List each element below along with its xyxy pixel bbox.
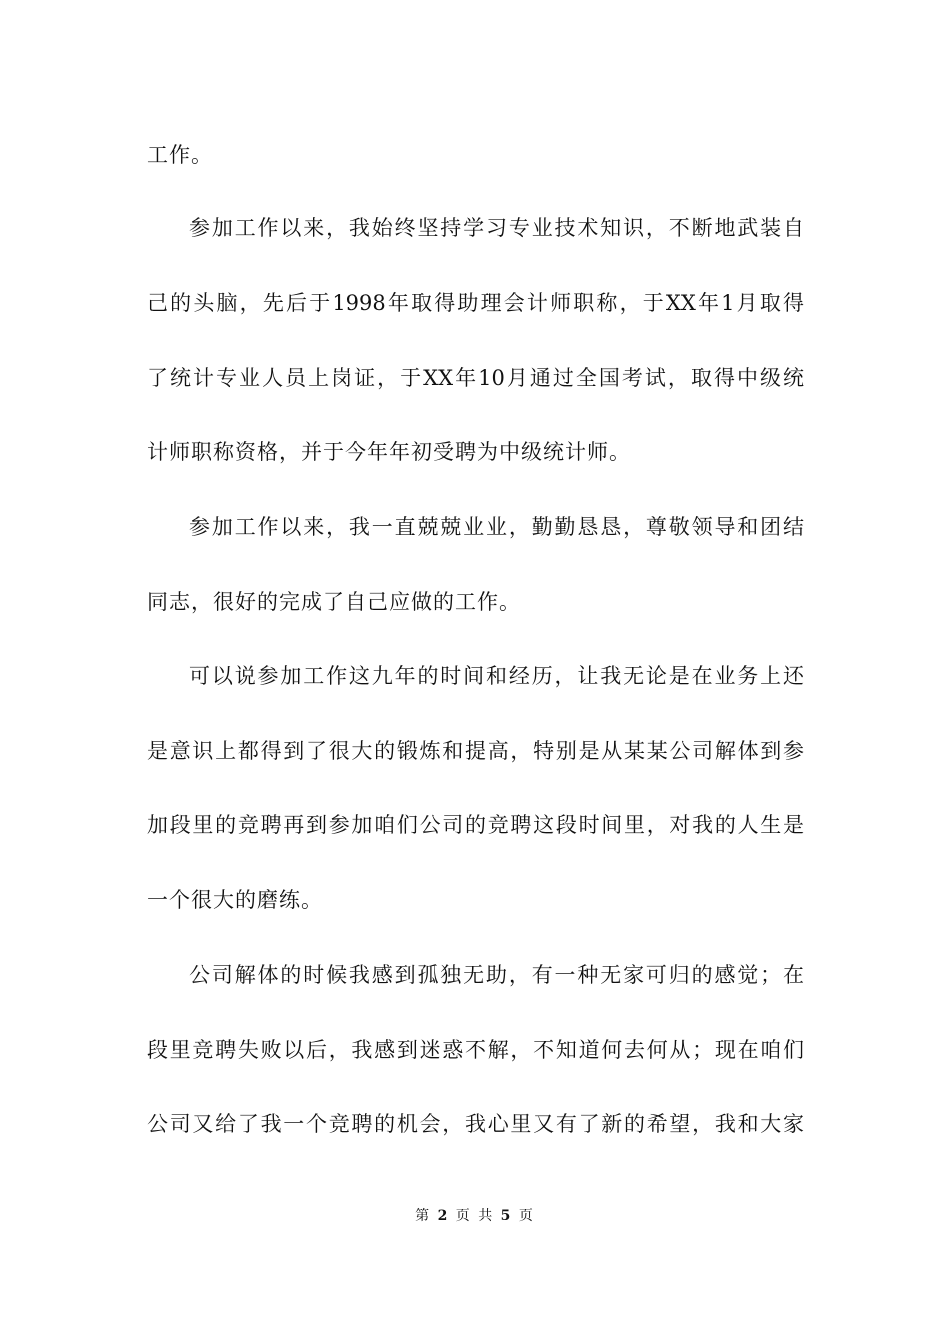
text-line: 同志，很好的完成了自己应做的工作。 (147, 590, 521, 614)
footer-suffix: 页 (518, 1208, 535, 1224)
text-line: 己的头脑，先后于1998年取得助理会计师职称，于XX年1月取得 (147, 291, 804, 315)
page-footer (0, 1206, 950, 1226)
text-line: 公司又给了我一个竞聘的机会，我心里又有了新的希望，我和大家 (147, 1112, 804, 1136)
current-page-number: 2 (437, 1208, 450, 1224)
text-line: 计师职称资格，并于今年年初受聘为中级统计师。 (147, 440, 631, 464)
text-line: 段里竞聘失败以后，我感到迷惑不解，不知道何去何从；现在咱们 (147, 1038, 804, 1062)
paragraph-first-line: 参加工作以来，我始终坚持学习专业技术知识，不断地武装自 (189, 216, 804, 240)
footer-prefix: 第 (415, 1208, 432, 1224)
text-line: 了统计专业人员上岗证，于XX年10月通过全国考试，取得中级统 (147, 366, 804, 390)
text-line: 工作。 (147, 143, 213, 167)
text-line: 一个很大的磨练。 (147, 888, 323, 912)
footer-middle: 页 共 (455, 1208, 495, 1224)
text-line: 加段里的竞聘再到参加咱们公司的竞聘这段时间里，对我的人生是 (147, 813, 804, 837)
text-line: 是意识上都得到了很大的锻炼和提高，特别是从某某公司解体到参 (147, 739, 804, 763)
paragraph-first-line: 可以说参加工作这九年的时间和经历，让我无论是在业务上还 (189, 664, 804, 688)
paragraph-first-line: 公司解体的时候我感到孤独无助，有一种无家可归的感觉；在 (189, 963, 804, 987)
total-page-count: 5 (500, 1208, 513, 1224)
paragraph-first-line: 参加工作以来，我一直兢兢业业，勤勤恳恳，尊敬领导和团结 (189, 515, 804, 539)
